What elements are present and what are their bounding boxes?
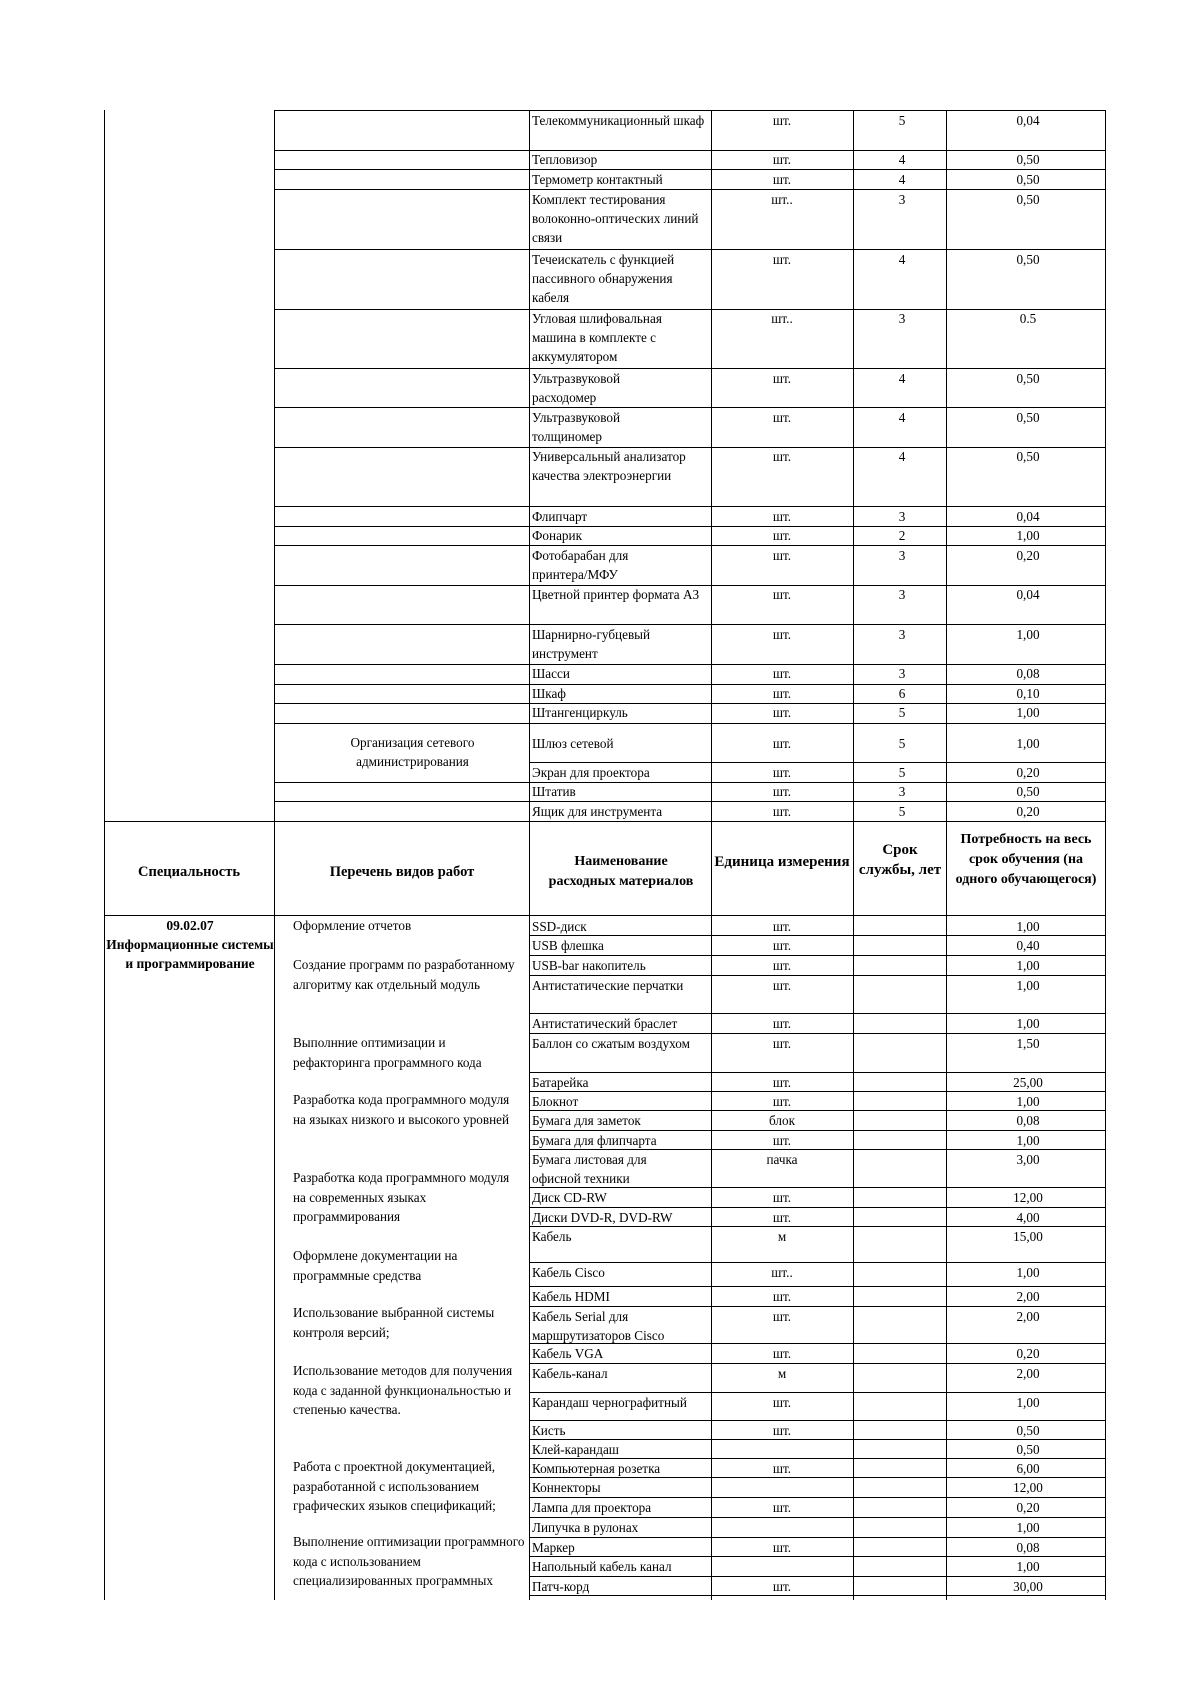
material-name: Ультразвуковой расходомер <box>532 371 621 405</box>
unit-value: шт. <box>772 113 792 128</box>
material-name: Бумага для флипчарта <box>532 1133 657 1148</box>
unit-value: шт. <box>772 919 792 934</box>
life-value: 3 <box>898 192 906 207</box>
work-item: Использование методов для получения кода с заданной функциональностью и степенью качества. <box>293 1363 513 1417</box>
header-materials: Наименование расходных материалов <box>548 854 694 889</box>
material-name: Кабель VGA <box>532 1346 604 1361</box>
unit-value: шт. <box>772 978 792 993</box>
unit-value: шт. <box>772 666 792 681</box>
need-value: 1,00 <box>1016 705 1040 720</box>
need-value: 3,00 <box>1016 1152 1040 1167</box>
need-value: 12,00 <box>1013 1190 1043 1205</box>
unit-value: шт.. <box>771 311 793 326</box>
unit-value: шт.. <box>771 192 793 207</box>
material-name: Фотобарабан для принтера/МФУ <box>532 548 629 582</box>
need-value: 1,00 <box>1016 978 1040 993</box>
material-name: Батарейка <box>532 1075 589 1090</box>
material-name: Кабель <box>532 1229 572 1244</box>
unit-value: шт. <box>772 938 792 953</box>
material-name: Кисть <box>532 1423 566 1438</box>
material-name: Угловая шлифовальная машина в комплекте с аккумулятором <box>532 311 662 364</box>
unit-value: шт. <box>772 1133 792 1148</box>
work-item: Оформлене документации на программные средства <box>293 1248 458 1283</box>
need-value: 1,00 <box>1016 1520 1040 1535</box>
life-value: 3 <box>898 311 906 326</box>
unit-value: м <box>777 1366 787 1381</box>
need-value: 2,00 <box>1016 1366 1040 1381</box>
unit-value: шт. <box>772 548 792 563</box>
material-name: Коннекторы <box>532 1480 601 1495</box>
material-name: Ультразвуковой толщиномер <box>532 410 621 444</box>
need-value: 0,40 <box>1016 938 1040 953</box>
unit-value: м <box>777 1229 787 1244</box>
need-value: 0,04 <box>1016 113 1040 128</box>
unit-value: шт. <box>772 509 792 524</box>
unit-value: шт. <box>772 1540 792 1555</box>
need-value: 6,00 <box>1016 1461 1040 1476</box>
material-name: Шарнирно-губцевый инструмент <box>532 627 651 661</box>
material-name: USB-bar накопитель <box>532 958 646 973</box>
need-value: 2,00 <box>1016 1309 1040 1324</box>
need-value: 15,00 <box>1013 1229 1043 1244</box>
need-value: 25,00 <box>1013 1075 1043 1090</box>
material-name: Кабель Cisco <box>532 1265 605 1280</box>
need-value: 0,50 <box>1016 371 1040 386</box>
need-value: 0,04 <box>1016 587 1040 602</box>
work-label-network-admin: Организация сетевого администрирования <box>350 735 475 769</box>
unit-value: шт. <box>772 1016 792 1031</box>
material-name: USB флешка <box>532 938 604 953</box>
life-value: 5 <box>898 705 906 720</box>
need-value: 0,20 <box>1016 804 1040 819</box>
life-value: 5 <box>898 113 906 128</box>
column-divider <box>274 110 275 1600</box>
need-value: 1,00 <box>1016 919 1040 934</box>
material-name: Напольный кабель канал <box>532 1559 672 1574</box>
material-name: Кабель-канал <box>532 1366 608 1381</box>
life-value: 4 <box>898 371 906 386</box>
header-need: Потребность на весь срок обучения (на одного обучающегося) <box>955 832 1097 887</box>
need-value: 0,20 <box>1016 1346 1040 1361</box>
life-value: 2 <box>898 528 906 543</box>
need-value: 0,50 <box>1016 252 1040 267</box>
row-divider <box>104 821 1106 822</box>
column-divider <box>853 110 854 1600</box>
need-value: 1,00 <box>1016 1265 1040 1280</box>
unit-value: шт. <box>772 736 792 751</box>
material-name: Тепловизор <box>532 152 598 167</box>
life-value: 4 <box>898 449 906 464</box>
table-border-left <box>104 110 105 1600</box>
material-name: Экран для проектора <box>532 765 650 780</box>
life-value: 5 <box>898 804 906 819</box>
need-value: 4,00 <box>1016 1210 1040 1225</box>
need-value: 0,20 <box>1016 765 1040 780</box>
column-divider <box>529 110 530 1600</box>
work-item: Использование выбранной системы контроля версий; <box>293 1305 495 1340</box>
specialty-code: 09.02.07 <box>166 918 214 933</box>
unit-value: шт. <box>772 252 792 267</box>
need-value: 1,00 <box>1016 627 1040 642</box>
material-name: Кабель Serial для маршрутизаторов Cisco <box>532 1309 665 1343</box>
need-value: 2,00 <box>1016 1289 1040 1304</box>
need-value: 1,00 <box>1016 1133 1040 1148</box>
need-value: 1,50 <box>1016 1036 1040 1051</box>
life-value: 5 <box>898 736 906 751</box>
need-value: 0,50 <box>1016 410 1040 425</box>
need-value: 0,20 <box>1016 1500 1040 1515</box>
unit-value: шт. <box>772 784 792 799</box>
life-value: 4 <box>898 172 906 187</box>
unit-value: шт. <box>772 705 792 720</box>
need-value: 0,50 <box>1016 449 1040 464</box>
unit-value: блок <box>769 1113 795 1128</box>
unit-value: шт. <box>772 587 792 602</box>
need-value: 0,50 <box>1016 784 1040 799</box>
material-name: Антистатический браслет <box>532 1016 678 1031</box>
material-name: Ящик для инструмента <box>532 804 663 819</box>
material-name: Бумага листовая для офисной техники <box>532 1152 647 1186</box>
material-name: Блокнот <box>532 1094 579 1109</box>
material-name: Шкаф <box>532 686 566 701</box>
material-name: Цветной принтер формата А3 <box>532 587 700 602</box>
unit-value: шт. <box>772 371 792 386</box>
life-value: 6 <box>898 686 906 701</box>
material-name: Диск CD-RW <box>532 1190 607 1205</box>
material-name: Шлюз сетевой <box>532 736 614 751</box>
life-value: 3 <box>898 509 906 524</box>
life-value: 4 <box>898 410 906 425</box>
unit-value: шт. <box>772 1461 792 1476</box>
need-value: 1,00 <box>1016 1559 1040 1574</box>
need-value: 0,50 <box>1016 172 1040 187</box>
material-name: Комплект тестирования волоконно-оптических линий связи <box>532 192 699 245</box>
need-value: 0,04 <box>1016 509 1040 524</box>
work-item: Работа с проектной документацией, разработанной с использованием графических языков спецификаций; <box>293 1459 496 1513</box>
material-name: Баллон со сжатым воздухом <box>532 1036 690 1051</box>
material-name: Фонарик <box>532 528 582 543</box>
unit-value: шт. <box>772 1309 792 1324</box>
material-name: Шасси <box>532 666 570 681</box>
header-unit: Единица измерения <box>714 854 850 870</box>
life-value: 3 <box>898 784 906 799</box>
need-value: 1,00 <box>1016 958 1040 973</box>
material-name: Штатив <box>532 784 576 799</box>
work-item: Разработка кода программного модуля на языках низкого и высокого уровней <box>293 1092 510 1127</box>
unit-value: шт. <box>772 1210 792 1225</box>
need-value: 0,50 <box>1016 192 1040 207</box>
unit-value: шт. <box>772 804 792 819</box>
life-value: 3 <box>898 548 906 563</box>
material-name: Карандаш чернографитный <box>532 1395 687 1410</box>
life-value: 3 <box>898 666 906 681</box>
unit-value: шт. <box>772 627 792 642</box>
unit-value: шт. <box>772 765 792 780</box>
unit-value: шт. <box>772 152 792 167</box>
unit-value: шт. <box>772 1075 792 1090</box>
unit-value: шт. <box>772 528 792 543</box>
need-value: 0,50 <box>1016 1423 1040 1438</box>
life-value: 4 <box>898 152 906 167</box>
unit-value: шт. <box>772 410 792 425</box>
material-name: Телекоммуникационный шкаф <box>532 113 705 128</box>
unit-value: шт. <box>772 686 792 701</box>
unit-value: шт. <box>772 1395 792 1410</box>
work-item: Оформление отчетов <box>293 918 412 933</box>
material-name: SSD-диск <box>532 919 587 934</box>
unit-value: шт. <box>772 449 792 464</box>
work-item: Выполнние оптимизации и рефакторинга программного кода <box>293 1035 482 1070</box>
material-name: Маркер <box>532 1540 575 1555</box>
material-name: Диски DVD-R, DVD-RW <box>532 1210 673 1225</box>
material-name: Компьютерная розетка <box>532 1461 661 1476</box>
material-name: Антистатические перчатки <box>532 978 684 993</box>
need-value: 1,00 <box>1016 1094 1040 1109</box>
unit-value: шт. <box>772 1094 792 1109</box>
need-value: 0,20 <box>1016 548 1040 563</box>
column-divider <box>946 110 947 1600</box>
need-value: 0,08 <box>1016 1540 1040 1555</box>
life-value: 5 <box>898 765 906 780</box>
need-value: 1,00 <box>1016 1016 1040 1031</box>
header-specialty: Специальность <box>138 864 240 880</box>
material-name: Бумага для заметок <box>532 1113 641 1128</box>
need-value: 0,50 <box>1016 1442 1040 1457</box>
unit-value: шт. <box>772 958 792 973</box>
need-value: 1,00 <box>1016 1395 1040 1410</box>
material-name: Кабель HDMI <box>532 1289 610 1304</box>
unit-value: пачка <box>766 1152 798 1167</box>
need-value: 12,00 <box>1013 1480 1043 1495</box>
need-value: 0.5 <box>1019 311 1037 326</box>
unit-value: шт. <box>772 1346 792 1361</box>
life-value: 4 <box>898 252 906 267</box>
material-name: Универсальный анализатор качества электроэнергии <box>532 449 686 483</box>
material-name: Термометр контактный <box>532 172 663 187</box>
unit-value: шт. <box>772 1036 792 1051</box>
unit-value: шт. <box>772 1500 792 1515</box>
need-value: 30,00 <box>1013 1579 1043 1594</box>
header-works: Перечень видов работ <box>329 864 475 880</box>
need-value: 0,08 <box>1016 1113 1040 1128</box>
material-name: Липучка в рулонах <box>532 1520 639 1535</box>
material-name: Патч-корд <box>532 1579 590 1594</box>
material-name: Клей-карандаш <box>532 1442 619 1457</box>
need-value: 0,50 <box>1016 152 1040 167</box>
need-value: 1,00 <box>1016 736 1040 751</box>
material-name: Штангенциркуль <box>532 705 628 720</box>
row-divider <box>274 723 1106 724</box>
work-item: Выполнение оптимизации программного кода с использованием специализированных программных <box>293 1534 525 1588</box>
need-value: 0,10 <box>1016 686 1040 701</box>
unit-value: шт. <box>772 1579 792 1594</box>
work-item: Разработка кода программного модуля на современных языках программирования <box>293 1170 510 1224</box>
unit-value: шт.. <box>771 1265 793 1280</box>
need-value: 1,00 <box>1016 528 1040 543</box>
specialty-title: Информационные системы и программирование <box>106 937 274 971</box>
material-name: Течеискатель с функцией пассивного обнаружения кабеля <box>532 252 675 305</box>
material-name: Флипчарт <box>532 509 588 524</box>
unit-value: шт. <box>772 172 792 187</box>
header-life: Срок службы, лет <box>858 842 942 878</box>
work-item: Создание программ по разработанному алгоритму как отдельный модуль <box>293 957 515 992</box>
need-value: 0,08 <box>1016 666 1040 681</box>
unit-value: шт. <box>772 1190 792 1205</box>
material-name: Лампа для проектора <box>532 1500 652 1515</box>
unit-value: шт. <box>772 1423 792 1438</box>
life-value: 3 <box>898 627 906 642</box>
unit-value: шт. <box>772 1289 792 1304</box>
life-value: 3 <box>898 587 906 602</box>
